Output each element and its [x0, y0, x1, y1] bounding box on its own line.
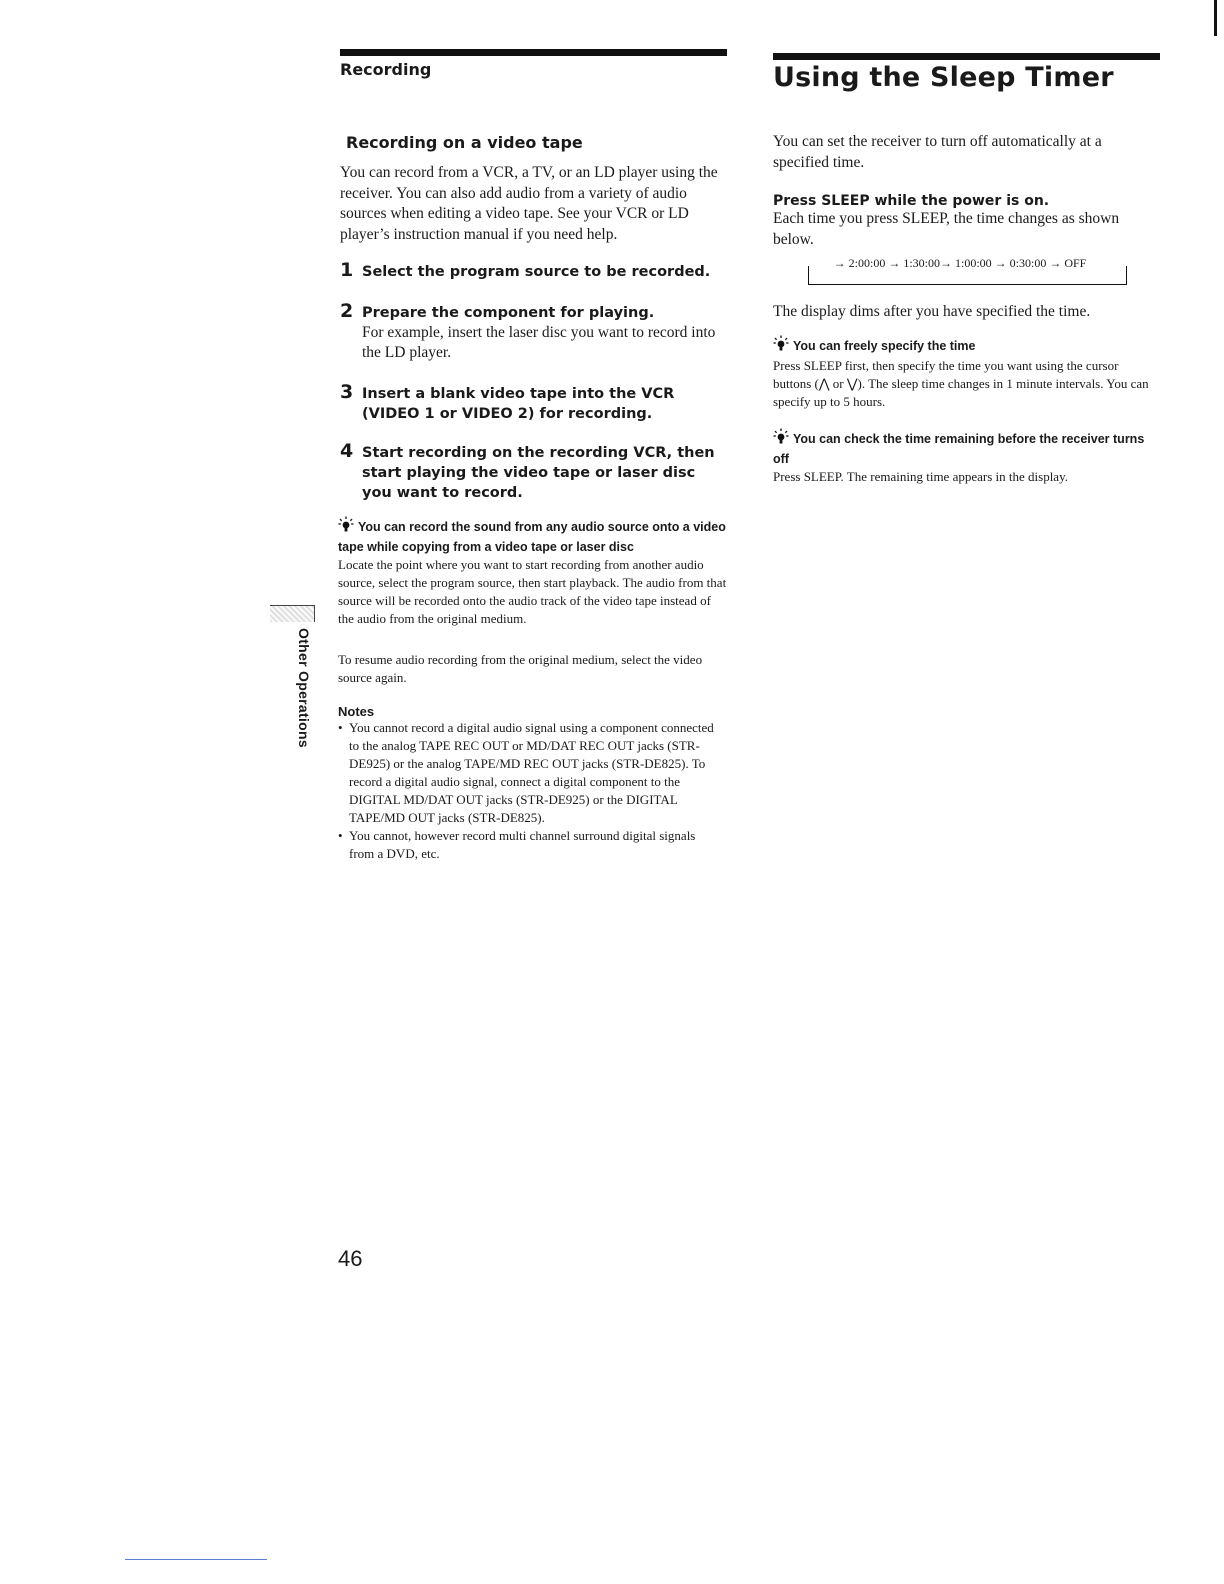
- step-body: For example, insert the laser disc you want to record into the LD player.: [362, 324, 716, 361]
- press-sleep-block: [773, 193, 1158, 250]
- notes-block: [338, 704, 718, 863]
- tip-title: [773, 428, 1158, 468]
- step-number: 4: [340, 440, 354, 462]
- step-3: [340, 381, 730, 424]
- right-tip-2: [773, 428, 1158, 486]
- tip-title-text: You can record the sound from any audio source onto a video tape while copying from a video tape or laser disc: [338, 520, 726, 554]
- section-header: Recording: [340, 60, 432, 79]
- tip-body: Press SLEEP. The remaining time appears in the display.: [773, 469, 1068, 484]
- tip-body: Press SLEEP first, then specify the time you want using the cursor buttons (⋀ or ⋁). The sleep time changes in 1 minute intervals. You can specify up to 5 hours.: [773, 358, 1149, 409]
- lightbulb-icon: [773, 428, 789, 450]
- note-item: • You cannot record a digital audio signal using a component connected to the analog TAPE REC OUT or MD/DAT REC OUT jacks (STR-DE925) or the analog TAPE/MD REC OUT jacks (STR-DE825). To record a digital audio signal, connect a digital component to the DIGITAL MD/DAT OUT jacks (STR-DE925) or the DIGITAL TAPE/MD OUT jacks (STR-DE825).: [338, 719, 718, 827]
- page-edge-mark: [1214, 0, 1217, 36]
- tip-body: Locate the point where you want to start recording from another audio source, select the program source, then start playback. The audio from that source will be recorded onto the audio track of the video tape instead of the audio from the original medium.: [338, 557, 727, 626]
- step-title: Insert a blank video tape into the VCR (VIDEO 1 or VIDEO 2) for recording.: [362, 386, 675, 422]
- tip-title: [338, 516, 728, 556]
- note-item: • You cannot, however record multi channel surround digital signals from a DVD, etc.: [338, 827, 718, 863]
- step-number: 1: [340, 259, 354, 281]
- notes-title: Notes: [338, 704, 375, 719]
- tip-title-text: You can check the time remaining before the receiver turns off: [773, 432, 1145, 466]
- page-number: 46: [338, 1246, 363, 1271]
- step-number: 3: [340, 381, 354, 403]
- side-tab-marker: [270, 605, 315, 622]
- sub-heading: Recording on a video tape: [346, 133, 583, 152]
- step-2: [340, 300, 730, 363]
- press-heading: Press SLEEP while the power is on.: [773, 193, 1050, 209]
- press-body: Each time you press SLEEP, the time changes as shown below.: [773, 210, 1120, 248]
- step-1: [340, 259, 730, 282]
- page-title: Using the Sleep Timer: [773, 62, 1114, 93]
- right-intro: You can set the receiver to turn off automatically at a specified time.: [773, 133, 1102, 171]
- side-tab-label: Other Operations: [296, 628, 312, 748]
- left-tip: [338, 516, 728, 628]
- left-header-rule: [340, 49, 727, 56]
- resume-text: To resume audio recording from the original medium, select the video source again.: [338, 652, 703, 685]
- step-4: [340, 440, 730, 503]
- tip-title-text: You can freely specify the time: [793, 339, 976, 353]
- tip-title: [773, 335, 1158, 357]
- step-title: Start recording on the recording VCR, then start playing the video tape or laser disc you want to record.: [362, 445, 715, 501]
- bottom-edge-line: [125, 1559, 267, 1560]
- dims-text: The display dims after you have specified the time.: [773, 303, 1091, 320]
- step-number: 2: [340, 300, 354, 322]
- step-title: Prepare the component for playing.: [362, 305, 655, 321]
- sleep-sequence: → 2:00:00 → 1:30:00→ 1:00:00 → 0:30:00 → OFF: [833, 256, 1087, 270]
- lightbulb-icon: [773, 335, 789, 357]
- lightbulb-icon: [338, 516, 354, 538]
- right-header-rule: [773, 53, 1160, 60]
- right-tip-1: [773, 335, 1158, 411]
- step-title: Select the program source to be recorded.: [362, 264, 711, 280]
- left-intro: You can record from a VCR, a TV, or an LD player using the receiver. You can also add audio from a variety of audio sources when editing a video tape. See your VCR or LD player’s instruction manual if you need help.: [340, 164, 718, 243]
